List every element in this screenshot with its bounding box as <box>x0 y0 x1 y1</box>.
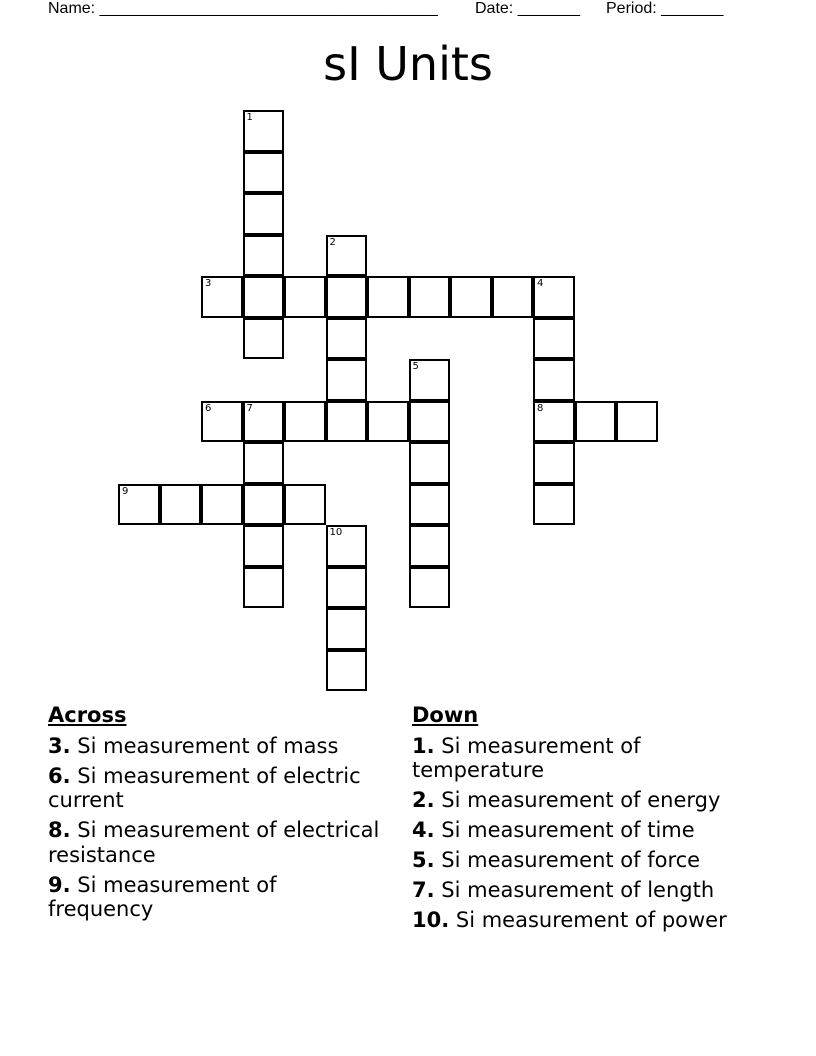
crossword-cell[interactable] <box>409 442 451 484</box>
crossword-cell[interactable] <box>533 318 575 360</box>
crossword-cell[interactable] <box>284 401 326 443</box>
crossword-cell[interactable] <box>284 484 326 526</box>
crossword-cell[interactable] <box>326 608 368 650</box>
crossword-cell[interactable] <box>326 235 368 277</box>
crossword-cell[interactable] <box>326 401 368 443</box>
crossword-cell[interactable] <box>243 276 285 318</box>
crossword-cell[interactable] <box>367 401 409 443</box>
crossword-cell[interactable] <box>326 525 368 567</box>
across-clue: 8. Si measurement of electrical resistance <box>48 818 380 867</box>
down-clue: 7. Si measurement of length <box>412 878 715 902</box>
cell-number: 10 <box>329 527 343 538</box>
crossword-cell[interactable] <box>118 484 160 526</box>
cell-number: 3 <box>205 278 212 289</box>
down-clue: 5. Si measurement of force <box>412 848 701 872</box>
across-heading: Across <box>48 703 127 727</box>
across-clue: 9. Si measurement of frequency <box>48 872 277 921</box>
cell-number: 6 <box>205 402 212 414</box>
cell-number: 7 <box>246 402 253 414</box>
period-field[interactable]: Period: _______ <box>606 0 724 17</box>
crossword-cell[interactable] <box>409 525 451 567</box>
crossword-cell[interactable] <box>243 525 285 567</box>
crossword-cell[interactable] <box>409 276 451 318</box>
crossword-cell[interactable] <box>160 484 202 526</box>
page-title: sI Units <box>323 37 493 91</box>
across-clue: 6. Si measurement of electric current <box>48 763 361 812</box>
crossword-cell[interactable] <box>243 110 285 152</box>
crossword-cell[interactable] <box>533 484 575 526</box>
crossword-cell[interactable] <box>284 276 326 318</box>
name-field[interactable]: Name: ______________________________________ <box>48 0 438 17</box>
crossword-cell[interactable] <box>243 152 285 194</box>
down-clue: 4. Si measurement of time <box>412 818 695 842</box>
down-clue: 1. Si measurement of temperature <box>412 733 641 782</box>
crossword-cell[interactable] <box>243 567 285 609</box>
crossword-cell[interactable] <box>243 193 285 235</box>
crossword-cell[interactable] <box>409 401 451 443</box>
crossword-cell[interactable] <box>616 401 658 443</box>
crossword-cell[interactable] <box>243 401 285 443</box>
crossword-cell[interactable] <box>492 276 534 318</box>
cell-number: 1 <box>246 112 253 123</box>
down-clue: 10. Si measurement of power <box>412 908 727 932</box>
crossword-cell[interactable] <box>243 484 285 526</box>
cell-number: 4 <box>537 278 544 289</box>
crossword-cell[interactable] <box>201 484 243 526</box>
crossword-cell[interactable] <box>533 401 575 443</box>
crossword-cell[interactable] <box>533 442 575 484</box>
cell-number: 5 <box>412 361 419 372</box>
across-clue: 3. Si measurement of mass <box>48 733 339 758</box>
down-heading: Down <box>412 703 479 727</box>
crossword-cell[interactable] <box>326 567 368 609</box>
crossword-cell[interactable] <box>201 276 243 318</box>
crossword-cell[interactable] <box>533 276 575 318</box>
crossword-cell[interactable] <box>409 567 451 609</box>
crossword-cell[interactable] <box>450 276 492 318</box>
crossword-cell[interactable] <box>326 276 368 318</box>
cell-number: 8 <box>537 402 544 414</box>
crossword-cell[interactable] <box>326 318 368 360</box>
crossword-cell[interactable] <box>243 318 285 360</box>
crossword-cell[interactable] <box>326 650 368 692</box>
cell-number: 9 <box>122 485 129 497</box>
crossword-cell[interactable] <box>201 401 243 443</box>
crossword-cell[interactable] <box>367 276 409 318</box>
down-clue: 2. Si measurement of energy <box>412 788 721 812</box>
down-clues <box>412 703 772 938</box>
cell-number: 2 <box>329 236 336 248</box>
crossword-cell[interactable] <box>409 359 451 401</box>
across-clues <box>48 703 388 927</box>
crossword-cell[interactable] <box>326 359 368 401</box>
crossword-cell[interactable] <box>243 235 285 277</box>
crossword-cell[interactable] <box>243 442 285 484</box>
crossword-cell[interactable] <box>533 359 575 401</box>
crossword-cell[interactable] <box>409 484 451 526</box>
crossword-cell[interactable] <box>575 401 617 443</box>
date-field[interactable]: Date: _______ <box>475 0 580 17</box>
